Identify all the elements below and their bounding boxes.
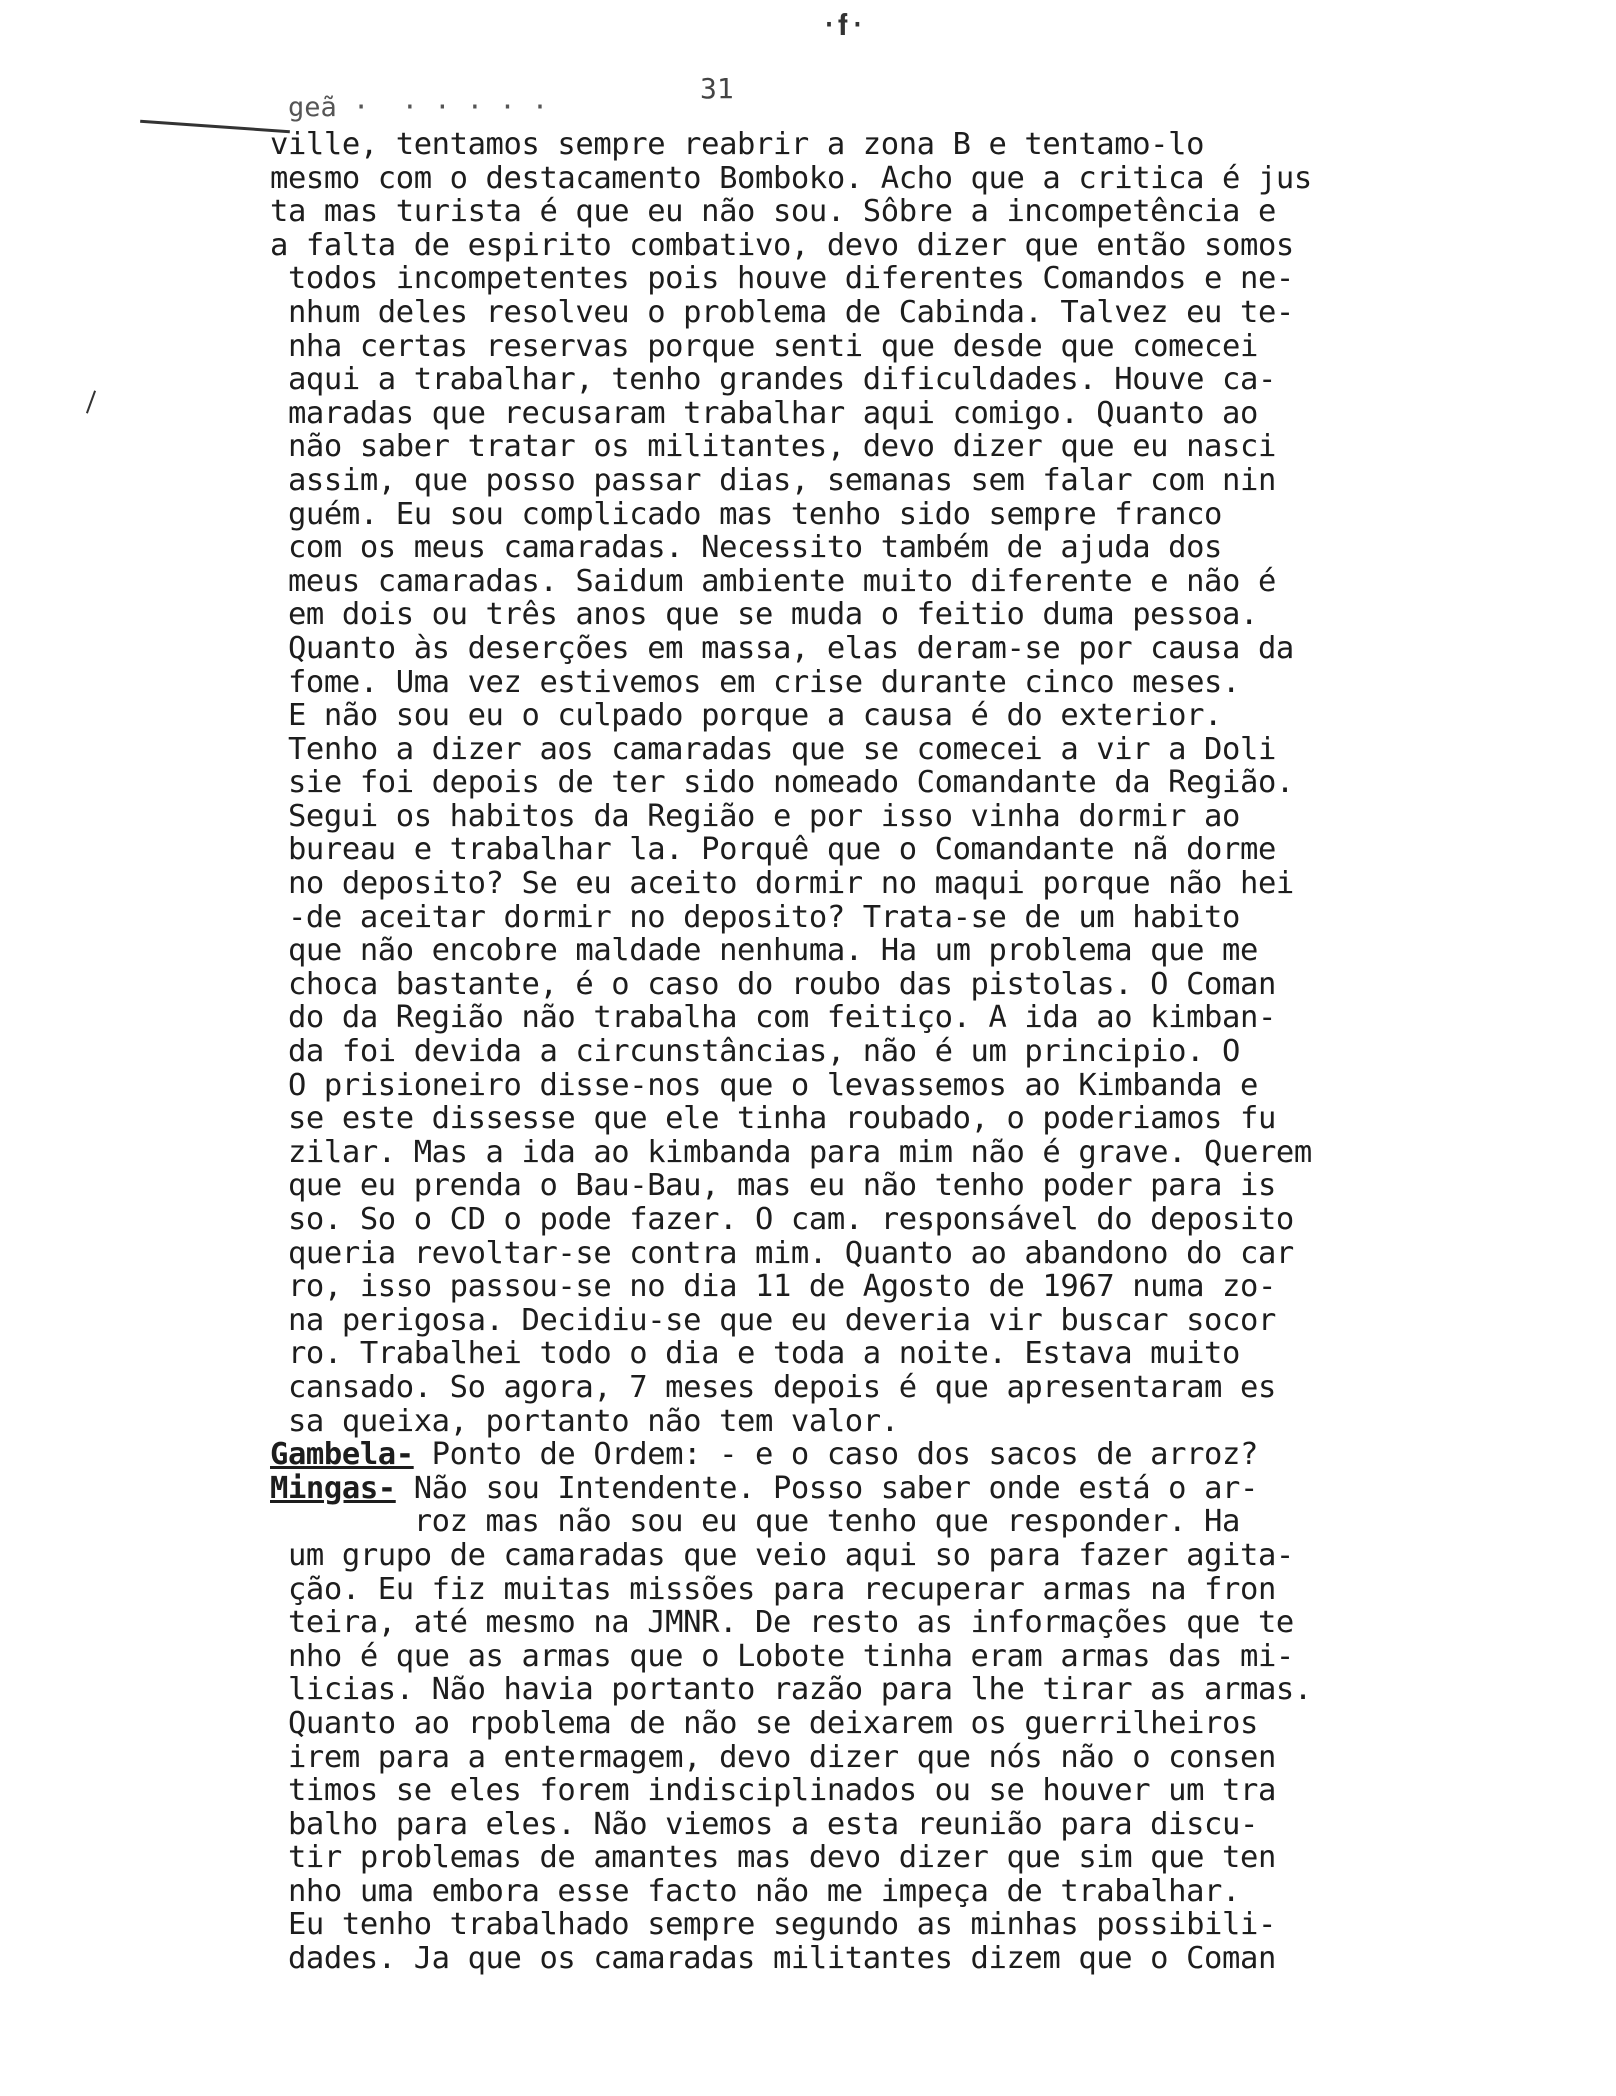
speaker-name: Mingas-	[270, 1470, 396, 1506]
text-line: todos incompetentes pois houve diferentes Comandos e ne-	[270, 261, 1294, 297]
text-line: so. So o CD o pode fazer. O cam. responsável do deposito	[270, 1202, 1294, 1237]
text-line: aqui a trabalhar, tenho grandes dificuldades. Houve ca-	[270, 362, 1276, 398]
text-line: guém. Eu sou complicado mas tenho sido sempre franco	[270, 496, 1223, 532]
text-line: irem para a entermagem, devo dizer que nós não o consen	[270, 1739, 1276, 1775]
text-line: assim, que posso passar dias, semanas sem falar com nin	[270, 462, 1276, 498]
text-line: O prisioneiro disse-nos que o levassemos ao Kimbanda e	[270, 1067, 1258, 1103]
text-line: que eu prenda o Bau-Bau, mas eu não tenho poder para is	[270, 1168, 1276, 1204]
text-line: meus camaradas. Saidum ambiente muito diferente e não é	[270, 563, 1276, 599]
margin-dash-mark	[140, 120, 290, 133]
speaker-name: Gambela-	[270, 1437, 414, 1473]
text-line: nho uma embora esse facto não me impeça de trabalhar.	[270, 1873, 1240, 1909]
text-line: nha certas reservas porque senti que desde que comecei	[270, 328, 1258, 364]
text-line: sie foi depois de ter sido nomeado Comandante da Região.	[270, 765, 1294, 801]
header-faint-line: geã · · · · · ·	[288, 92, 549, 123]
text-line: roz mas não sou eu que tenho que responder. Ha	[270, 1504, 1240, 1540]
text-line: Quanto ao rpoblema de não se deixarem os guerrilheiros	[270, 1705, 1258, 1741]
text-line: ção. Eu fiz muitas missões para recuperar armas na fron	[270, 1571, 1276, 1607]
margin-tick-mark	[86, 390, 96, 413]
text-line: se este dissesse que ele tinha roubado, o poderiamos fu	[270, 1101, 1276, 1137]
text-line: mesmo com o destacamento Bomboko. Acho que a critica é jus	[270, 160, 1312, 196]
dialogue-line-gambela	[270, 1438, 1390, 1472]
text-line: dades. Ja que os camaradas militantes dizem que o Coman	[270, 1941, 1276, 1977]
dialogue-line-mingas	[270, 1472, 1390, 1506]
text-line: a falta de espirito combativo, devo dizer que então somos	[270, 227, 1294, 263]
typed-body-text	[270, 128, 1390, 1976]
text-line: bureau e trabalhar la. Porquê que o Comandante nã dorme	[270, 832, 1276, 868]
text-line: do da Região não trabalha com feitiço. A ida ao kimban-	[270, 1000, 1276, 1036]
text-line: E não sou eu o culpado porque a causa é do exterior.	[270, 698, 1223, 734]
text-line: Quanto às deserções em massa, elas deram-se por causa da	[270, 630, 1294, 666]
text-line: ville, tentamos sempre reabrir a zona B e tentamo-lo	[270, 127, 1205, 162]
text-line: -de aceitar dormir no deposito? Trata-se de um habito	[270, 899, 1240, 935]
text-line: cansado. So agora, 7 meses depois é que apresentaram es	[270, 1369, 1276, 1405]
page-number: 31	[700, 72, 734, 105]
text-line: maradas que recusaram trabalhar aqui comigo. Quanto ao	[270, 395, 1258, 431]
text-line: teira, até mesmo na JMNR. De resto as informações que te	[270, 1605, 1294, 1641]
text-line: Eu tenho trabalhado sempre segundo as minhas possibili-	[270, 1907, 1276, 1943]
text-line: com os meus camaradas. Necessito também de ajuda dos	[270, 530, 1223, 566]
text-line: nhum deles resolveu o problema de Cabinda. Talvez eu te-	[270, 294, 1294, 330]
text-line: ro. Trabalhei todo o dia e toda a noite. Estava muito	[270, 1336, 1240, 1372]
text-line: na perigosa. Decidiu-se que eu deveria vir buscar socor	[270, 1302, 1276, 1338]
text-line: Segui os habitos da Região e por isso vinha dormir ao	[270, 798, 1240, 834]
text-line: Tenho a dizer aos camaradas que se comecei a vir a Doli	[270, 731, 1276, 767]
text-line: ta mas turista é que eu não sou. Sôbre a incompetência e	[270, 194, 1276, 230]
text-line: nho é que as armas que o Lobote tinha eram armas das mi-	[270, 1638, 1294, 1674]
text-line: não saber tratar os militantes, devo dizer que eu nasci	[270, 429, 1276, 465]
speech-text: Ponto de Ordem: - e o caso dos sacos de arroz?	[413, 1437, 1258, 1473]
text-line: da foi devida a circunstâncias, não é um principio. O	[270, 1034, 1240, 1070]
text-line: balho para eles. Não viemos a esta reunião para discu-	[270, 1806, 1258, 1842]
text-line: no deposito? Se eu aceito dormir no maqui porque não hei	[270, 866, 1294, 902]
text-line: em dois ou três anos que se muda o feitio duma pessoa.	[270, 597, 1258, 633]
text-line: zilar. Mas a ida ao kimbanda para mim não é grave. Querem	[270, 1134, 1312, 1170]
top-ink-mark: ·𝐟·	[820, 8, 867, 43]
text-line: que não encobre maldade nenhuma. Ha um problema que me	[270, 933, 1258, 969]
text-line: licias. Não havia portanto razão para lhe tirar as armas.	[270, 1672, 1312, 1708]
text-line: choca bastante, é o caso do roubo das pistolas. O Coman	[270, 966, 1276, 1002]
text-line: sa queixa, portanto não tem valor.	[270, 1403, 899, 1439]
text-line: timos se eles forem indisciplinados ou se houver um tra	[270, 1773, 1276, 1809]
speech-text: Não sou Intendente. Posso saber onde está o ar-	[395, 1470, 1258, 1506]
text-line: fome. Uma vez estivemos em crise durante cinco meses.	[270, 664, 1240, 700]
text-line: tir problemas de amantes mas devo dizer que sim que ten	[270, 1840, 1276, 1876]
text-line: ro, isso passou-se no dia 11 de Agosto de 1967 numa zo-	[270, 1269, 1276, 1305]
text-line: queria revoltar-se contra mim. Quanto ao abandono do car	[270, 1235, 1294, 1271]
text-line: um grupo de camaradas que veio aqui so para fazer agita-	[270, 1537, 1294, 1573]
